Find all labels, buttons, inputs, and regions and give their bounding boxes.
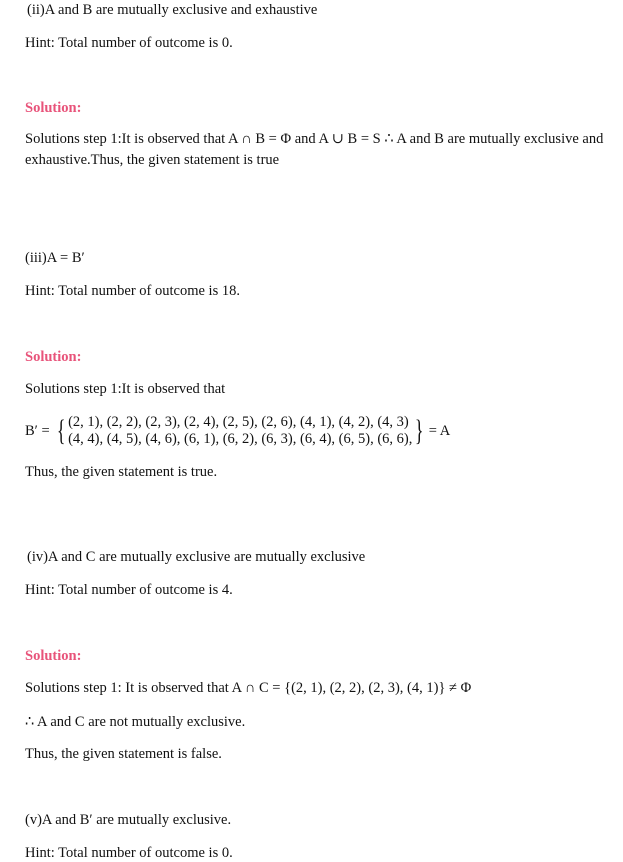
left-brace: {	[56, 414, 66, 447]
therefore-iv: ∴ A and C are not mutually exclusive.	[25, 714, 246, 730]
solution-step-iii: Solutions step 1:It is observed that	[25, 381, 226, 397]
conclusion-iv: Thus, the given statement is false.	[25, 746, 222, 762]
solution-label-iii: Solution:	[25, 349, 82, 365]
equation-rhs: = A	[428, 422, 451, 439]
hint-ii: Hint: Total number of outcome is 0.	[25, 35, 233, 51]
equation-lhs: B′ =	[25, 422, 50, 439]
set-row-1: (2, 1), (2, 2), (2, 3), (2, 4), (2, 5), (2, 6), (4, 1), (4, 2), (4, 3)	[68, 414, 409, 430]
hint-iv: Hint: Total number of outcome is 4.	[25, 582, 233, 598]
question-ii: (ii)A and B are mutually exclusive and exhaustive	[27, 2, 318, 18]
set-equation	[25, 414, 450, 448]
hint-v: Hint: Total number of outcome is 0.	[25, 845, 233, 861]
set-row-2: (4, 4), (4, 5), (4, 6), (6, 1), (6, 2), (6, 3), (6, 4), (6, 5), (6, 6),	[68, 431, 413, 447]
solution-label-ii: Solution:	[25, 100, 82, 116]
solution-step-ii: Solutions step 1:It is observed that A ∩ B = Φ and A ∪ B = S ∴ A and B are mutually exclusive and exhaustive.Thus, the given statement is true	[25, 131, 604, 168]
set-elements	[68, 414, 412, 448]
solution-step-iv: Solutions step 1: It is observed that A ∩ C = {(2, 1), (2, 2), (2, 3), (4, 1)} ≠ Φ	[25, 680, 472, 696]
solution-label-iv: Solution:	[25, 648, 82, 664]
question-v: (v)A and B′ are mutually exclusive.	[25, 812, 232, 828]
hint-iii: Hint: Total number of outcome is 18.	[25, 283, 240, 299]
question-iii: (iii)A = B′	[25, 250, 85, 266]
right-brace: }	[415, 414, 424, 447]
question-iv: (iv)A and C are mutually exclusive are mutually exclusive	[27, 549, 366, 565]
conclusion-iii: Thus, the given statement is true.	[25, 464, 218, 480]
